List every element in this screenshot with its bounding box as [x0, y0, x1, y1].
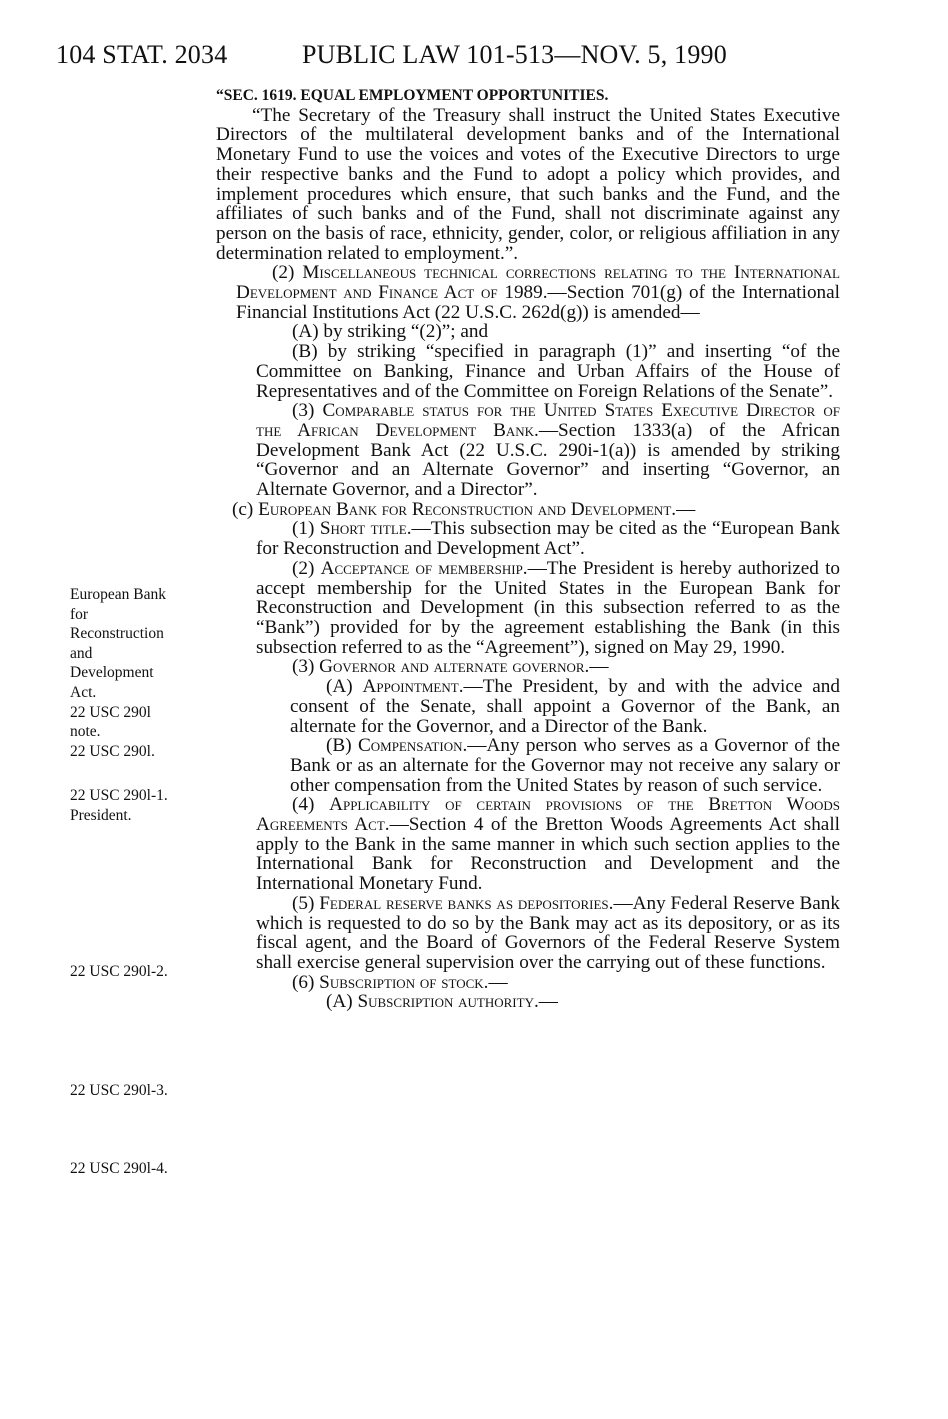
subparagraph-number: (B)	[326, 735, 358, 757]
subparagraph-2a: (A) by striking “(2)”; and	[292, 321, 489, 343]
paragraph-2	[216, 263, 840, 322]
paragraph-title: Acceptance of membership.	[320, 557, 528, 579]
paragraph-number: (6)	[292, 971, 320, 993]
margin-note: European Bank	[70, 586, 166, 603]
paragraph-dash: —	[488, 971, 508, 993]
subparagraph-title: Appointment.	[362, 676, 464, 698]
paragraph-body: —Section 4 of the Bretton Woods Agreements Act shall apply to the Bank in the same manner in which such section applies to the International Bank for Reconstruction and Development and the International Monetary Fund.	[256, 814, 840, 895]
paragraph-c3	[216, 657, 840, 677]
paragraph-body: —Section 1333(a) of the African Development Bank Act (22 U.S.C. 290i-1(a)) is amended by striking “Governor and an Alternate Governor” and inserting “Governor, an Alternate Governor, and a Director”.	[256, 419, 840, 501]
margin-note: 22 USC 290l-3.	[70, 1082, 168, 1099]
paragraph-number: (1)	[292, 518, 320, 540]
subparagraph-body: —Any person who serves as a Governor of the Bank or as an alternate for the Governor may not receive any salary or other compensation from the United States by reason of such service.	[290, 735, 841, 796]
subparagraph-body: —The President, by and with the advice and consent of the Senate, shall appoint a Governor of the Bank, an alternate for the Governor, and a Director of the Bank.	[290, 676, 840, 737]
subparagraph-dash: —	[538, 991, 558, 1013]
paragraph-c5	[216, 894, 840, 973]
paragraph-number: (3)	[292, 656, 320, 678]
margin-note: President.	[70, 807, 132, 824]
paragraph-body: —The President is hereby authorized to accept membership for the United States in the European Bank for Reconstruction and Development (in this subsection referred to as the “Bank”) provided for by the agreement establishing the Bank (in this subsection referred to as the “Agreement”), signed on May 29, 1990.	[256, 557, 840, 658]
paragraph-title: Miscellaneous technical corrections relating to the International Development and Finance Act of 1989.	[236, 262, 840, 304]
margin-note: Development	[70, 664, 154, 681]
section-paragraph: “The Secretary of the Treasury shall instruct the United States Executive Directors of the multilateral development banks and of the International Monetary Fund to use the voices and votes of the Executive Directors to urge their respective banks and the Fund to adopt a policy which provides, and implement procedures which ensure, that such banks and the Fund, and the affiliates of such banks and of the Fund, shall not discriminate against any person on the basis of race, ethnicity, gender, color, or religious affiliation in any determination related to employment.”.	[216, 104, 840, 264]
paragraph-number: (3)	[292, 400, 323, 422]
paragraph-c6	[216, 973, 840, 993]
subparagraph-title: Compensation.	[357, 735, 468, 757]
subsection-c-heading	[216, 500, 840, 520]
subparagraph-number: (A)	[326, 676, 363, 698]
subparagraph-number: (A)	[326, 991, 358, 1013]
paragraph-body: —Section 701(g) of the International Financial Institutions Act (22 U.S.C. 262d(g)) is amended—	[236, 282, 840, 323]
statute-page-number: 104 STAT. 2034	[56, 40, 228, 69]
margin-note: 22 USC 290l	[70, 704, 151, 721]
paragraph-c4	[216, 795, 840, 894]
public-law-citation: PUBLIC LAW 101-513—NOV. 5, 1990	[302, 40, 727, 69]
paragraph-title: Short title.	[319, 518, 412, 540]
margin-note: note.	[70, 723, 101, 740]
subparagraph-c6a	[216, 992, 840, 1012]
paragraph-3	[216, 401, 840, 500]
paragraph-number: (5)	[292, 892, 320, 914]
subparagraph-2b: (B) by striking “specified in paragraph (1)” and inserting “of the Committee on Banking, Finance and Urban Affairs of the House of Representatives and of the Committee on Foreign Relations of the Senate”.	[256, 341, 840, 402]
margin-note: 22 USC 290l.	[70, 743, 155, 760]
subsection-dash: —	[676, 498, 696, 520]
subparagraph-c3b	[216, 736, 840, 795]
margin-note: for	[70, 606, 89, 623]
paragraph-title: Comparable status for the United States Executive Director of the African Development Bank.	[256, 400, 841, 441]
subparagraph-c3a	[216, 677, 840, 736]
paragraph-c2	[216, 559, 840, 658]
paragraph-number: (2)	[272, 262, 303, 284]
paragraph-number: (4)	[292, 794, 330, 816]
paragraph-c1	[216, 519, 840, 558]
subsection-title: European Bank for Reconstruction and Development.	[258, 498, 677, 520]
paragraph-title: Applicability of certain provisions of the Bretton Woods Agreements Act.	[256, 794, 841, 836]
subsection-number: (c)	[232, 498, 259, 520]
section-heading: “SEC. 1619. EQUAL EMPLOYMENT OPPORTUNITIES.	[216, 87, 609, 104]
paragraph-body: —Any Federal Reserve Bank which is requested to do so by the Bank may act as its depository, or as its fiscal agent, and the Board of Governors of the Federal Reserve System shall exercise general supervision over the carrying out of these functions.	[256, 892, 840, 973]
margin-note: 22 USC 290l-2.	[70, 963, 168, 980]
main-text	[216, 86, 840, 1012]
paragraph-dash: —	[589, 656, 609, 678]
subparagraph-title: Subscription authority.	[357, 991, 539, 1013]
paragraph-title: Subscription of stock.	[319, 971, 489, 993]
paragraph-body: —This subsection may be cited as the “European Bank for Reconstruction and Development Act”.	[256, 518, 841, 560]
paragraph-title: Governor and alternate governor.	[319, 656, 590, 678]
margin-note: Act.	[70, 684, 97, 701]
page-header	[56, 40, 896, 76]
margin-note: Reconstruction	[70, 625, 164, 642]
margin-note: and	[70, 645, 93, 662]
paragraph-title: Federal reserve banks as depositories.	[319, 892, 614, 914]
margin-note: 22 USC 290l-1.	[70, 787, 168, 804]
margin-note: 22 USC 290l-4.	[70, 1160, 168, 1177]
paragraph-number: (2)	[292, 557, 321, 579]
